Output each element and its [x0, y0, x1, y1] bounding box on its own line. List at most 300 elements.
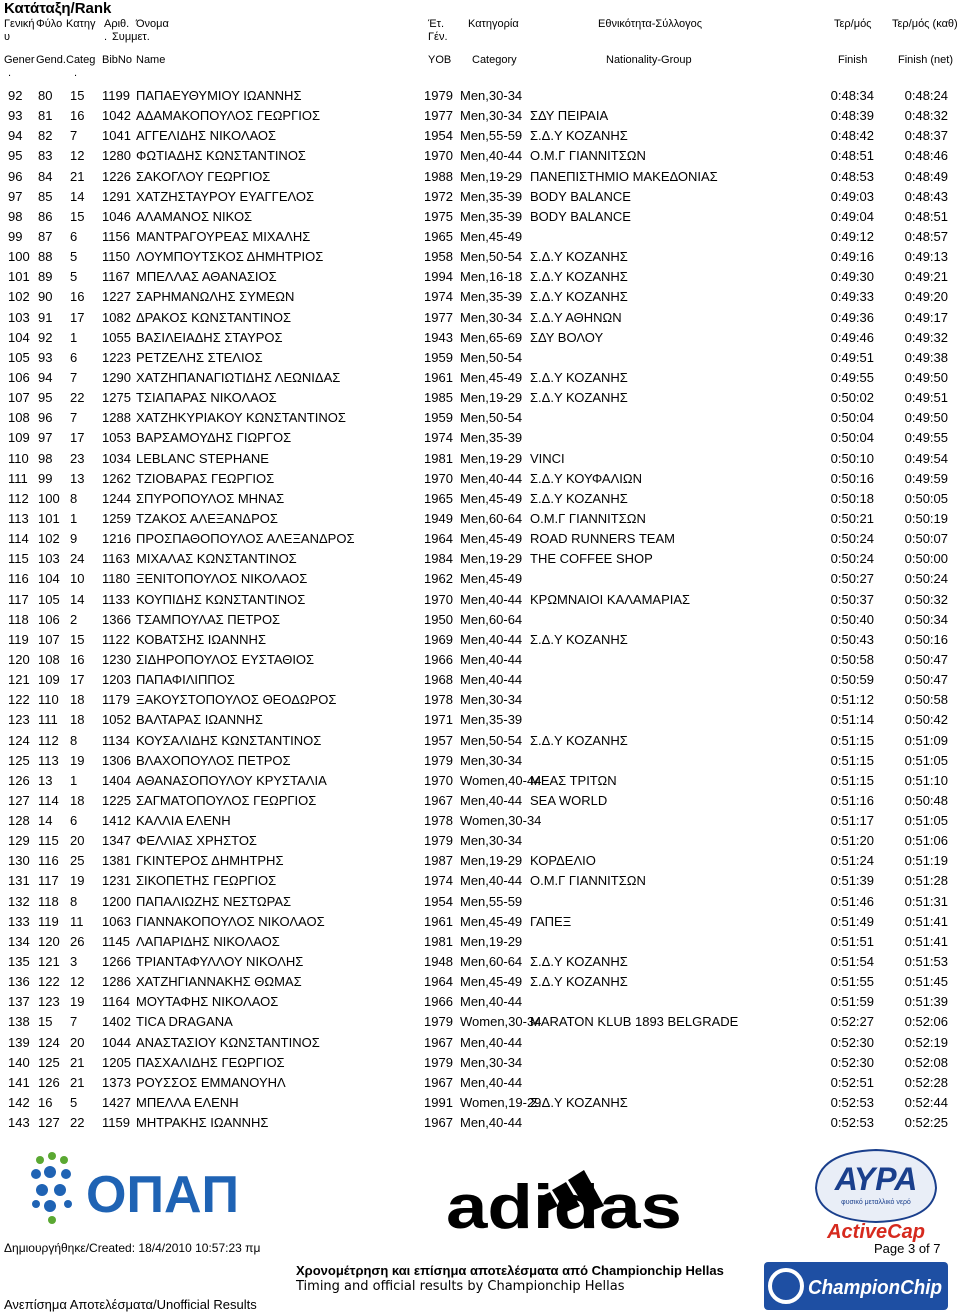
cell-name: ΜΠΕΛΛΑΣ ΑΘΑΝΑΣΙΟΣ — [136, 269, 277, 285]
cell-gend: 106 — [38, 611, 60, 627]
cell-yob: 1959 — [424, 410, 453, 426]
cell-gen: 112 — [8, 490, 29, 506]
cell-fin: 0:51:20 — [830, 833, 874, 849]
cell-bib: 1412 — [102, 813, 131, 829]
cell-bib: 1259 — [102, 510, 131, 526]
cell-cat: 7 — [70, 410, 78, 426]
cell-gend: 13 — [38, 772, 53, 788]
cell-fin: 0:49:51 — [830, 349, 874, 365]
cell-gend: 93 — [38, 349, 53, 365]
cell-name: ΠΑΠΑΛΙΩΖΗΣ ΝΕΣΤΩΡΑΣ — [136, 893, 292, 909]
table-row — [0, 368, 960, 388]
cell-gen: 123 — [8, 712, 30, 728]
header-gen-en-2: . — [8, 67, 12, 79]
cell-yob: 1977 — [424, 309, 453, 325]
cell-bib: 1145 — [102, 933, 130, 949]
cell-cat: 20 — [70, 1034, 85, 1050]
cell-net: 0:51:05 — [904, 813, 948, 829]
cell-catg: Men,19-29 — [460, 853, 523, 869]
results-table — [0, 86, 960, 1133]
cell-bib: 1203 — [102, 672, 131, 688]
cell-net: 0:51:41 — [904, 933, 948, 949]
cell-club: Σ.Δ.Υ ΚΟΖΑΝΗΣ — [530, 490, 628, 506]
cell-catg: Men,35-39 — [460, 188, 523, 204]
page-indicator: Page 3 of 7 — [874, 1241, 941, 1256]
cell-gend: 99 — [38, 470, 53, 486]
cell-bib: 1164 — [102, 994, 130, 1010]
cell-fin: 0:50:59 — [830, 672, 874, 688]
table-row — [0, 267, 960, 287]
cell-cat: 6 — [70, 349, 78, 365]
cell-gend: 96 — [38, 410, 53, 426]
table-row — [0, 227, 960, 247]
cell-yob: 1970 — [424, 148, 453, 164]
cell-name: ΠΑΣΧΑΛΙΔΗΣ ΓΕΩΡΓΙΟΣ — [136, 1054, 285, 1070]
cell-yob: 1974 — [424, 289, 453, 305]
cell-net: 0:51:19 — [904, 853, 948, 869]
cell-net: 0:51:05 — [904, 752, 948, 768]
cell-club: Ο.Μ.Γ ΓΙΑΝΝΙΤΣΩΝ — [530, 510, 646, 526]
cell-catg: Men,40-44 — [460, 631, 523, 647]
cell-gen: 132 — [8, 893, 30, 909]
cell-net: 0:49:50 — [904, 410, 948, 426]
cell-club: ΓΑΠΕΞ — [530, 913, 572, 929]
cell-net: 0:50:16 — [904, 631, 948, 647]
cell-cat: 22 — [70, 1115, 85, 1131]
cell-yob: 1978 — [424, 692, 453, 708]
cell-catg: Men,65-69 — [460, 329, 523, 345]
cell-gend: 127 — [38, 1115, 60, 1131]
cell-club: Σ.Δ.Υ ΚΟΥΦΑΛΙΩΝ — [530, 470, 642, 486]
cell-net: 0:51:10 — [904, 772, 948, 788]
cell-club: Σ.Δ.Υ ΚΟΖΑΝΗΣ — [530, 631, 628, 647]
table-row — [0, 771, 960, 791]
page-title: Κατάταξη/Rank — [4, 0, 112, 17]
cell-name: ΧΑΤΖΗΠΑΝΑΓΙΩΤΙΔΗΣ ΛΕΩΝΙΔΑΣ — [136, 369, 341, 385]
cell-gend: 97 — [38, 430, 53, 446]
table-row — [0, 1012, 960, 1032]
cell-club: ΜΕΑΣ ΤΡΙΤΩΝ — [530, 772, 617, 788]
cell-fin: 0:51:39 — [830, 873, 874, 889]
cell-fin: 0:49:46 — [830, 329, 874, 345]
opap-wordmark: ΟΠΑΠ — [86, 1166, 240, 1224]
table-row — [0, 348, 960, 368]
cell-catg: Men,60-64 — [460, 510, 523, 526]
cell-net: 0:51:28 — [904, 873, 948, 889]
cell-fin: 0:48:51 — [830, 148, 874, 164]
header-name-gr-2: Συμμετ. — [112, 31, 150, 43]
header-club-en: Nationality-Group — [606, 54, 692, 66]
cell-gend: 114 — [38, 792, 59, 808]
cell-club: SEA WORLD — [530, 792, 608, 808]
cell-club: Ο.Μ.Γ ΓΙΑΝΝΙΤΣΩΝ — [530, 873, 646, 889]
cell-gen: 98 — [8, 208, 23, 224]
cell-cat: 10 — [70, 571, 85, 587]
cell-net: 0:50:47 — [904, 672, 948, 688]
cell-cat: 16 — [70, 108, 85, 124]
cell-club: Σ.Δ.Υ ΚΟΖΑΝΗΣ — [530, 128, 628, 144]
cell-net: 0:50:05 — [904, 490, 948, 506]
cell-catg: Women,40-44 — [460, 772, 542, 788]
timing-credit-gr: Χρονομέτρηση και επίσημα αποτελέσματα από Championchip Hellas — [296, 1263, 724, 1278]
table-row — [0, 428, 960, 448]
cell-cat: 8 — [70, 490, 78, 506]
table-row — [0, 126, 960, 146]
cell-club: Σ.Δ.Υ ΚΟΖΑΝΗΣ — [530, 369, 628, 385]
cell-net: 0:49:13 — [904, 249, 948, 265]
cell-fin: 0:51:12 — [830, 692, 874, 708]
cell-gen: 100 — [8, 249, 30, 265]
cell-name: ΧΑΤΖΗΚΥΡΙΑΚΟΥ ΚΩΝΣΤΑΝΤΙΝΟΣ — [136, 410, 346, 426]
cell-net: 0:51:09 — [904, 732, 948, 748]
cell-club: Σ.Δ.Υ ΚΟΖΑΝΗΣ — [530, 732, 628, 748]
cell-name: ΤΣΙΑΠΑΡΑΣ ΝΙΚΟΛΑΟΣ — [136, 390, 277, 406]
cell-gen: 141 — [8, 1074, 30, 1090]
cell-catg: Men,30-34 — [460, 752, 523, 768]
cell-net: 0:48:46 — [904, 148, 948, 164]
cell-yob: 1988 — [424, 168, 453, 184]
cell-catg: Men,45-49 — [460, 531, 523, 547]
cell-bib: 1133 — [102, 591, 130, 607]
cell-catg: Men,30-34 — [460, 88, 523, 103]
cell-cat: 5 — [70, 1095, 78, 1111]
cell-gend: 100 — [38, 490, 60, 506]
cell-yob: 1969 — [424, 631, 453, 647]
cell-cat: 2 — [70, 611, 78, 627]
cell-gen: 109 — [8, 430, 30, 446]
cell-name: ΤΖΙΟΒΑΡΑΣ ΓΕΩΡΓΙΟΣ — [136, 470, 275, 486]
cell-club: Σ.Δ.Υ ΚΟΖΑΝΗΣ — [530, 249, 628, 265]
cell-bib: 1134 — [102, 732, 130, 748]
cell-cat: 8 — [70, 732, 78, 748]
cell-cat: 19 — [70, 994, 85, 1010]
cell-yob: 1979 — [424, 752, 453, 768]
cell-cat: 1 — [70, 329, 78, 345]
cell-gend: 104 — [38, 571, 60, 587]
header-cat-en-2: . — [74, 67, 78, 79]
cell-name: ΠΑΠΑΦΙΛΙΠΠΟΣ — [136, 672, 235, 688]
cell-net: 0:48:51 — [904, 208, 948, 224]
cell-bib: 1275 — [102, 390, 131, 406]
cell-gen: 119 — [8, 631, 29, 647]
cell-gen: 107 — [8, 390, 30, 406]
header-name-gr: Όνομα — [136, 18, 169, 30]
cell-fin: 0:50:02 — [830, 390, 874, 406]
cell-name: ΜΙΧΑΛΑΣ ΚΩΝΣΤΑΝΤΙΝΟΣ — [136, 551, 297, 567]
cell-name: ΤΣΑΜΠΟΥΛΑΣ ΠΕΤΡΟΣ — [136, 611, 281, 627]
cell-net: 0:48:37 — [904, 128, 948, 144]
avra-activecap-logo — [808, 1148, 944, 1244]
cell-bib: 1404 — [102, 772, 131, 788]
table-row — [0, 1033, 960, 1053]
table-row — [0, 449, 960, 469]
cell-name: ΣΙΔΗΡΟΠΟΥΛΟΣ ΕΥΣΤΑΘΙΟΣ — [136, 651, 315, 667]
cell-bib: 1381 — [102, 853, 131, 869]
cell-gend: 85 — [38, 188, 53, 204]
cell-yob: 1987 — [424, 853, 453, 869]
cell-gen: 102 — [8, 289, 30, 305]
cell-catg: Men,40-44 — [460, 873, 523, 889]
cell-fin: 0:52:30 — [830, 1034, 874, 1050]
cell-bib: 1366 — [102, 611, 131, 627]
cell-name: ΜΠΕΛΛΑ ΕΛΕΝΗ — [136, 1095, 239, 1111]
cell-fin: 0:50:18 — [830, 490, 874, 506]
cell-net: 0:49:21 — [904, 269, 948, 285]
table-row — [0, 590, 960, 610]
cell-bib: 1231 — [102, 873, 131, 889]
opap-logo — [28, 1150, 240, 1232]
table-row — [0, 388, 960, 408]
cell-fin: 0:48:53 — [830, 168, 874, 184]
cell-bib: 1199 — [102, 88, 130, 103]
cell-net: 0:51:31 — [904, 893, 948, 909]
cell-bib: 1159 — [102, 1115, 130, 1131]
cell-gen: 142 — [8, 1095, 30, 1111]
cell-yob: 1967 — [424, 1115, 453, 1131]
cell-catg: Men,30-34 — [460, 1054, 523, 1070]
cell-yob: 1994 — [424, 269, 453, 285]
cell-yob: 1985 — [424, 390, 453, 406]
cell-net: 0:52:08 — [904, 1054, 948, 1070]
cell-gen: 113 — [8, 510, 29, 526]
table-row — [0, 308, 960, 328]
cell-fin: 0:49:16 — [830, 249, 874, 265]
table-row — [0, 952, 960, 972]
cell-gen: 124 — [8, 732, 30, 748]
cell-net: 0:49:17 — [904, 309, 948, 325]
cell-name: ΔΡΑΚΟΣ ΚΩΝΣΤΑΝΤΙΝΟΣ — [136, 309, 292, 325]
cell-bib: 1052 — [102, 712, 131, 728]
cell-fin: 0:49:12 — [830, 228, 874, 244]
cell-club: ΣΔΥ ΠΕΙΡΑΙΑ — [530, 108, 609, 124]
header-yob-gr: Έτ. — [428, 18, 445, 30]
cell-name: ΛΟΥΜΠΟΥΤΣΚΟΣ ΔΗΜΗΤΡΙΟΣ — [136, 249, 324, 265]
cell-bib: 1223 — [102, 349, 131, 365]
cell-yob: 1959 — [424, 349, 453, 365]
cell-club: MARATON KLUB 1893 BELGRADE — [530, 1014, 739, 1030]
cell-gend: 108 — [38, 651, 60, 667]
cell-fin: 0:51:17 — [830, 813, 874, 829]
cell-gen: 143 — [8, 1115, 30, 1131]
cell-catg: Men,45-49 — [460, 913, 523, 929]
cell-club: ROAD RUNNERS TEAM — [530, 531, 675, 547]
cell-yob: 1961 — [424, 913, 453, 929]
cell-cat: 23 — [70, 450, 85, 466]
cell-cat: 21 — [70, 1074, 85, 1090]
cell-cat: 26 — [70, 933, 85, 949]
cell-fin: 0:51:59 — [830, 994, 874, 1010]
cell-fin: 0:51:15 — [830, 752, 874, 768]
cell-yob: 1948 — [424, 954, 453, 970]
cell-bib: 1041 — [102, 128, 131, 144]
cell-yob: 1974 — [424, 430, 453, 446]
cell-bib: 1286 — [102, 974, 131, 990]
cell-yob: 1958 — [424, 249, 453, 265]
cell-name: ΑΔΑΜΑΚΟΠΟΥΛΟΣ ΓΕΩΡΓΙΟΣ — [136, 108, 321, 124]
cell-gend: 116 — [38, 853, 59, 869]
cell-net: 0:50:48 — [904, 792, 948, 808]
table-row — [0, 1053, 960, 1073]
table-row — [0, 489, 960, 509]
table-row — [0, 469, 960, 489]
cell-net: 0:52:25 — [904, 1115, 948, 1131]
cell-gend: 121 — [38, 954, 60, 970]
cell-club: Σ.Δ.Υ ΚΟΖΑΝΗΣ — [530, 390, 628, 406]
cell-cat: 5 — [70, 269, 78, 285]
cell-cat: 15 — [70, 88, 85, 103]
cell-yob: 1981 — [424, 933, 453, 949]
cell-name: ΡΕΤΖΕΛΗΣ ΣΤΕΛΙΟΣ — [136, 349, 263, 365]
cell-bib: 1306 — [102, 752, 131, 768]
cell-net: 0:51:53 — [904, 954, 948, 970]
cell-net: 0:50:24 — [904, 571, 948, 587]
cell-fin: 0:50:16 — [830, 470, 874, 486]
cell-net: 0:49:20 — [904, 289, 948, 305]
cell-gen: 139 — [8, 1034, 30, 1050]
cell-gend: 102 — [38, 531, 60, 547]
cell-bib: 1082 — [102, 309, 131, 325]
cell-gend: 87 — [38, 228, 53, 244]
cell-bib: 1227 — [102, 289, 131, 305]
cell-yob: 1957 — [424, 732, 453, 748]
cell-catg: Men,50-54 — [460, 410, 523, 426]
cell-yob: 1977 — [424, 108, 453, 124]
header-gen-gr: Γενική — [4, 18, 35, 30]
cell-club: VINCI — [530, 450, 565, 466]
cell-gen: 114 — [8, 531, 29, 547]
cell-net: 0:49:59 — [904, 470, 948, 486]
cell-bib: 1034 — [102, 450, 131, 466]
cell-fin: 0:50:24 — [830, 531, 874, 547]
cell-cat: 14 — [70, 591, 85, 607]
header-finish-en: Finish — [838, 54, 868, 66]
cell-cat: 1 — [70, 510, 78, 526]
cell-club: ΣΔΥ ΒΟΛΟΥ — [530, 329, 604, 345]
created-timestamp: Δημιουργήθηκε/Created: 18/4/2010 10:57:23 πμ — [4, 1241, 261, 1255]
cell-gend: 81 — [38, 108, 53, 124]
cell-catg: Men,35-39 — [460, 712, 523, 728]
activecap-wordmark: ActiveCap — [827, 1221, 925, 1243]
cell-gen: 94 — [8, 128, 23, 144]
cell-catg: Men,19-29 — [460, 450, 523, 466]
table-row — [0, 1113, 960, 1133]
cell-name: ΡΟΥΣΣΟΣ ΕΜΜΑΝΟΥΗΛ — [136, 1074, 286, 1090]
cell-name: ΤΖΑΚΟΣ ΑΛΕΞΑΝΔΡΟΣ — [136, 510, 278, 526]
cell-catg: Men,30-34 — [460, 309, 523, 325]
cell-net: 0:52:19 — [904, 1034, 948, 1050]
cell-yob: 1970 — [424, 772, 453, 788]
cell-gend: 92 — [38, 329, 53, 345]
cell-gen: 111 — [8, 470, 28, 486]
cell-yob: 1972 — [424, 188, 453, 204]
cell-gend: 15 — [38, 1014, 53, 1030]
championchip-logo — [764, 1262, 948, 1310]
cell-gend: 95 — [38, 390, 53, 406]
table-row — [0, 811, 960, 831]
cell-gend: 84 — [38, 168, 53, 184]
cell-catg: Men,35-39 — [460, 430, 523, 446]
header-yob-en: YOB — [428, 54, 452, 66]
cell-gen: 122 — [8, 692, 30, 708]
cell-catg: Men,19-29 — [460, 551, 523, 567]
cell-cat: 19 — [70, 752, 85, 768]
cell-club: ΚΡΩΜΝΑΙΟΙ ΚΑΛΑΜΑΡΙΑΣ — [530, 591, 691, 607]
cell-yob: 1979 — [424, 1014, 453, 1030]
cell-yob: 1979 — [424, 1054, 453, 1070]
cell-bib: 1266 — [102, 954, 131, 970]
cell-gend: 124 — [38, 1034, 60, 1050]
cell-catg: Men,55-59 — [460, 893, 523, 909]
cell-gend: 98 — [38, 450, 53, 466]
cell-gend: 119 — [38, 913, 59, 929]
header-net-en: Finish (net) — [898, 54, 954, 66]
cell-cat: 12 — [70, 148, 85, 164]
cell-name: ΣΑΡΗΜΑΝΩΛΗΣ ΣΥΜΕΩΝ — [136, 289, 295, 305]
cell-gen: 131 — [8, 873, 30, 889]
cell-cat: 24 — [70, 551, 85, 567]
cell-bib: 1288 — [102, 410, 131, 426]
cell-fin: 0:50:40 — [830, 611, 874, 627]
cell-gend: 103 — [38, 551, 60, 567]
cell-fin: 0:52:51 — [830, 1074, 874, 1090]
cell-name: ΓΚΙΝΤΕΡΟΣ ΔΗΜΗΤΡΗΣ — [136, 853, 284, 869]
cell-gen: 128 — [8, 813, 30, 829]
table-row — [0, 247, 960, 267]
cell-gen: 115 — [8, 551, 29, 567]
header-category-en: Category — [472, 54, 517, 66]
cell-gen: 130 — [8, 853, 30, 869]
cell-bib: 1180 — [102, 571, 130, 587]
cell-name: ΒΛΑΧΟΠΟΥΛΟΣ ΠΕΤΡΟΣ — [136, 752, 291, 768]
cell-catg: Men,19-29 — [460, 933, 523, 949]
header-cat-en: Categ — [66, 54, 96, 66]
cell-cat: 14 — [70, 188, 85, 204]
cell-club: Σ.Δ.Υ ΚΟΖΑΝΗΣ — [530, 954, 628, 970]
adidas-logo — [446, 1162, 682, 1242]
cell-gen: 116 — [8, 571, 29, 587]
cell-gen: 96 — [8, 168, 23, 184]
cell-bib: 1150 — [102, 249, 130, 265]
cell-gen: 136 — [8, 974, 30, 990]
cell-bib: 1402 — [102, 1014, 131, 1030]
cell-yob: 1966 — [424, 651, 453, 667]
cell-fin: 0:52:27 — [830, 1014, 874, 1030]
cell-name: ΧΑΤΖΗΣΤΑΥΡΟΥ ΕΥΑΓΓΕΛΟΣ — [136, 188, 315, 204]
cell-net: 0:51:39 — [904, 994, 948, 1010]
cell-catg: Men,60-64 — [460, 611, 523, 627]
cell-catg: Men,30-34 — [460, 692, 523, 708]
cell-bib: 1280 — [102, 148, 131, 164]
cell-yob: 1966 — [424, 994, 453, 1010]
cell-gend: 123 — [38, 994, 60, 1010]
cell-yob: 1964 — [424, 974, 453, 990]
cell-catg: Men,30-34 — [460, 108, 523, 124]
cell-cat: 1 — [70, 772, 78, 788]
cell-bib: 1167 — [102, 269, 130, 285]
cell-name: ΣΑΓΜΑΤΟΠΟΥΛΟΣ ΓΕΩΡΓΙΟΣ — [136, 792, 317, 808]
table-row — [0, 529, 960, 549]
cell-cat: 7 — [70, 369, 78, 385]
cell-fin: 0:50:37 — [830, 591, 874, 607]
table-row — [0, 549, 960, 569]
cell-catg: Men,40-44 — [460, 1115, 523, 1131]
cell-club: ΠΑΝΕΠΙΣΤΗΜΙΟ ΜΑΚΕΔΟΝΙΑΣ — [530, 168, 718, 184]
cell-cat: 18 — [70, 792, 85, 808]
cell-catg: Men,40-44 — [460, 994, 523, 1010]
cell-club: Σ.Δ.Υ ΑΘΗΝΩΝ — [530, 309, 622, 325]
cell-net: 0:51:41 — [904, 913, 948, 929]
cell-catg: Men,40-44 — [460, 1034, 523, 1050]
